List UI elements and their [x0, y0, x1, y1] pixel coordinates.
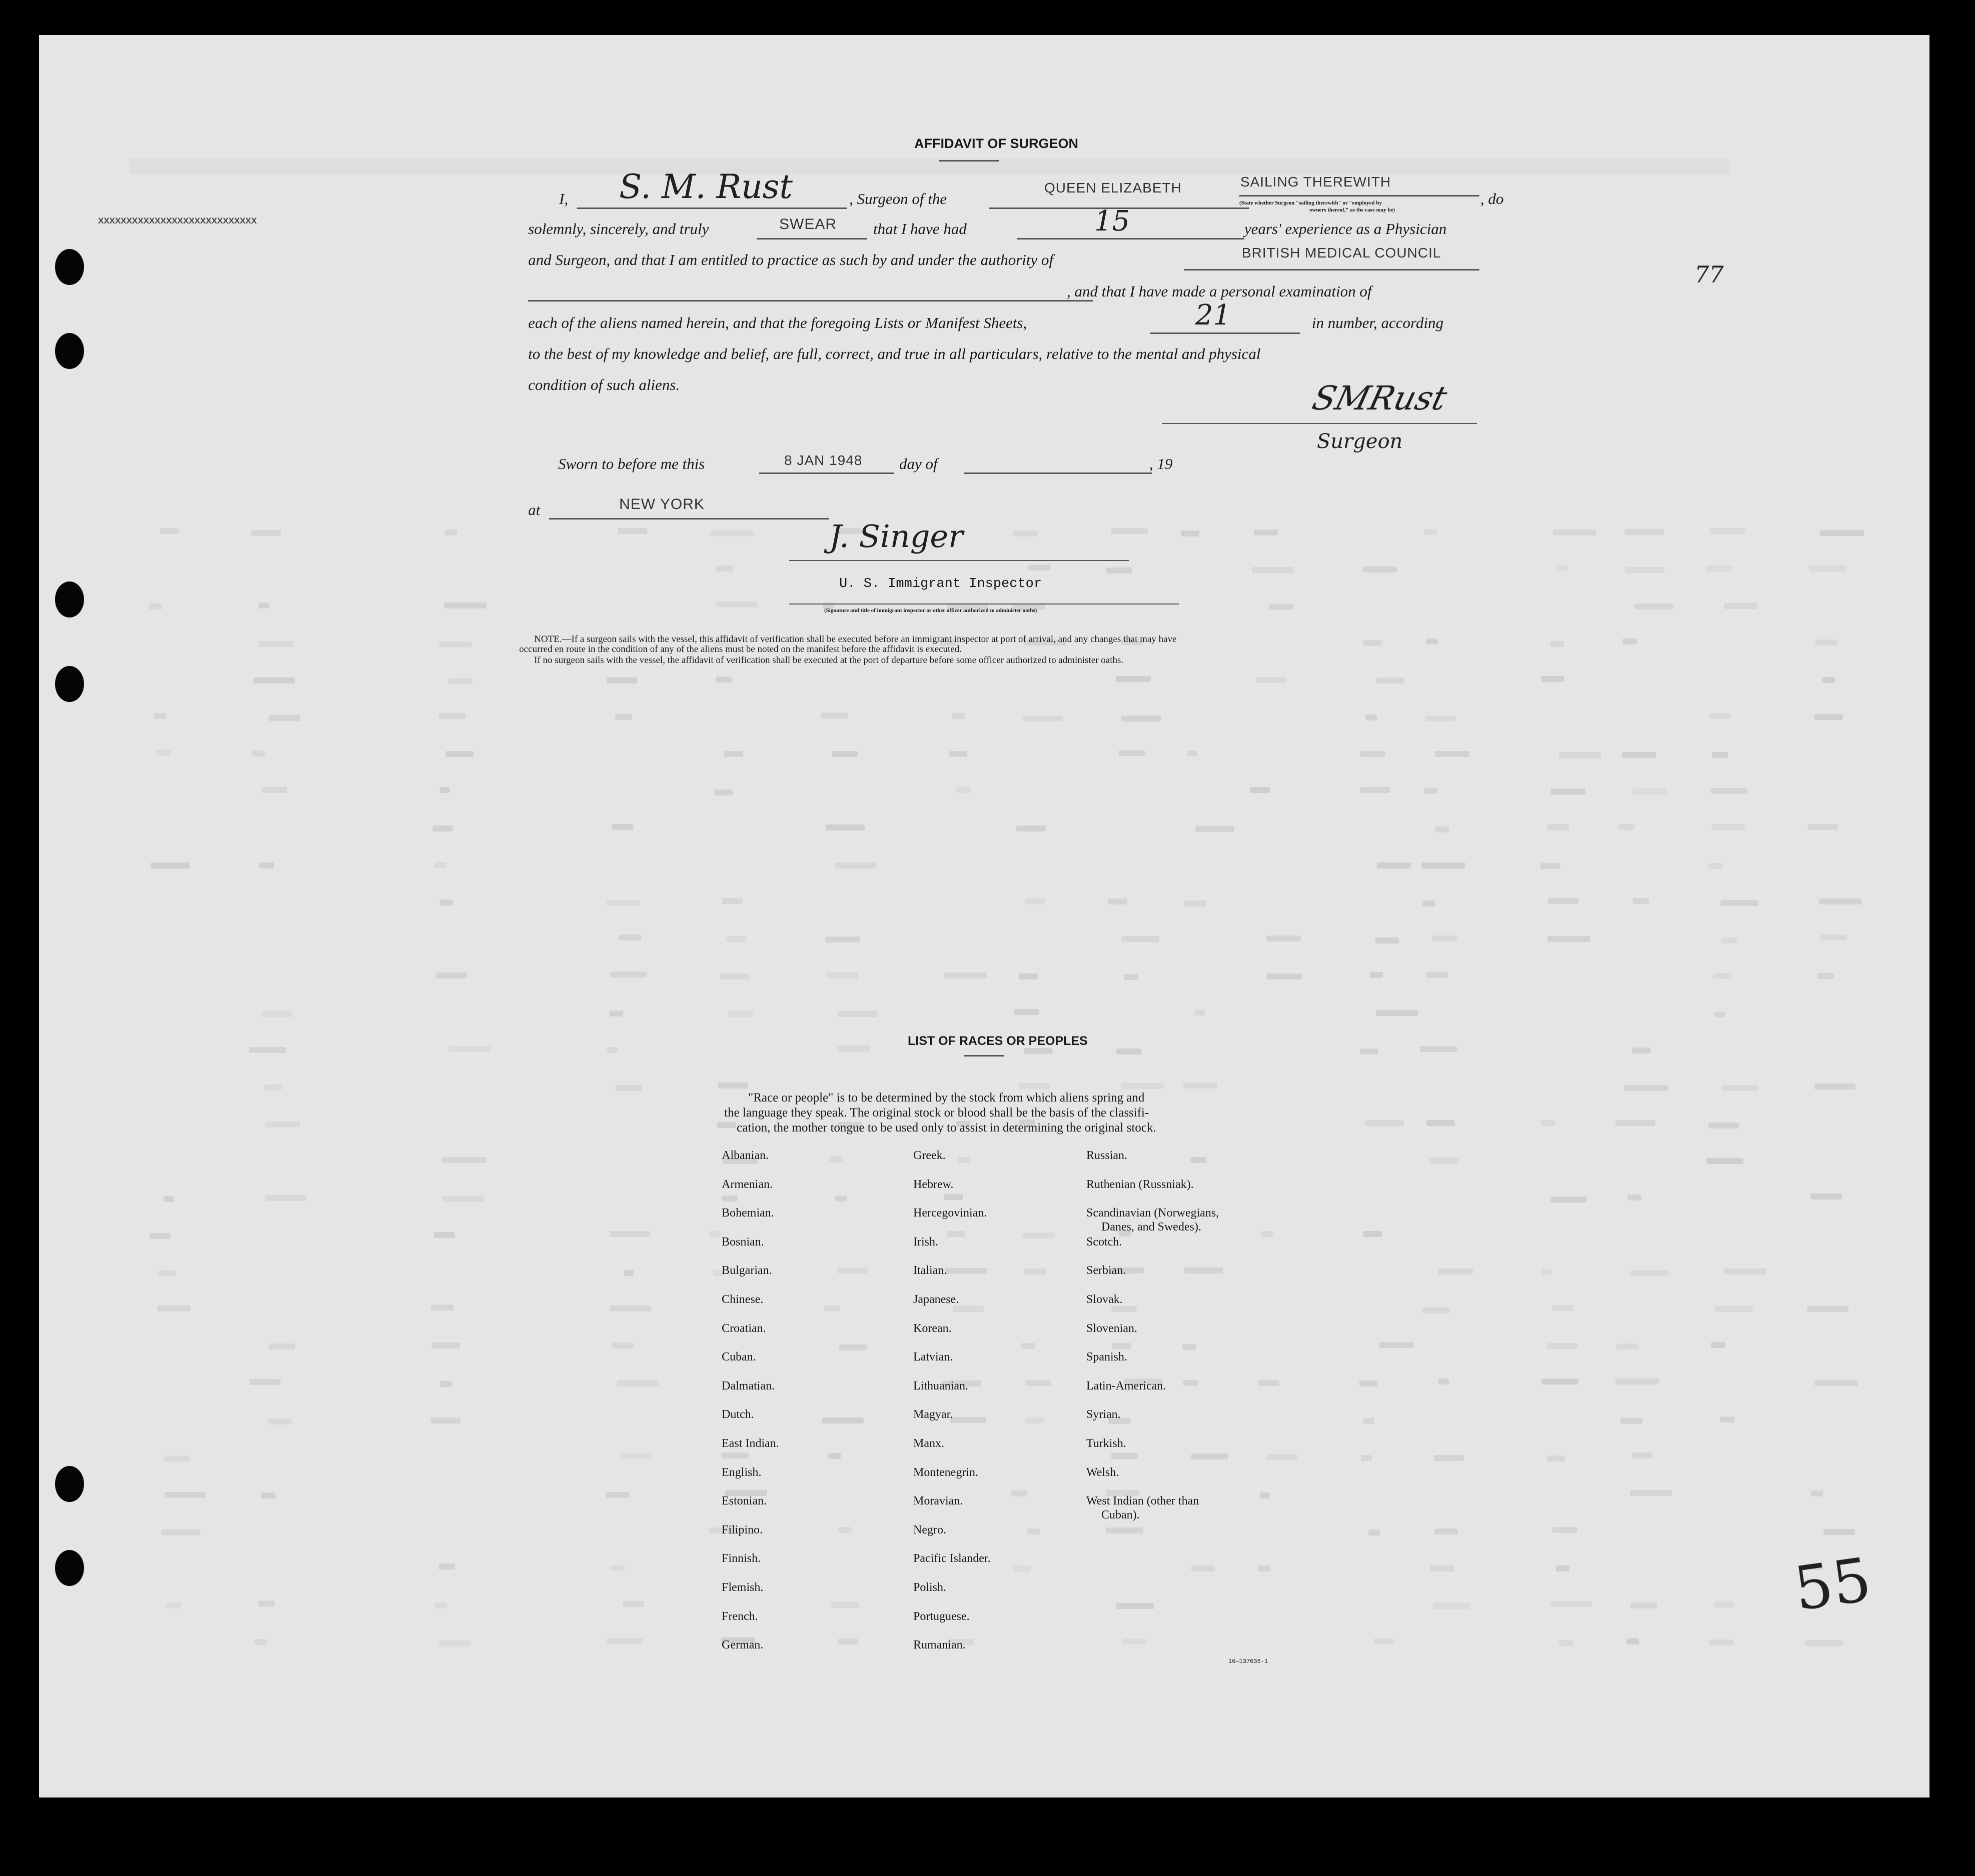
- race-item: Bosnian.: [722, 1236, 764, 1248]
- race-item: Dutch.: [722, 1408, 754, 1421]
- ship-name: QUEEN ELIZABETH: [1044, 180, 1182, 196]
- status-hint-2: owners thereof," as the case may be): [1309, 207, 1395, 213]
- race-item: Serbian.: [1086, 1264, 1126, 1277]
- note-line3: If no surgeon sails with the vessel, the affidavit of verification shall be executed at the port of departure before some officer authorized to administer oaths.: [534, 655, 1124, 666]
- line2-text3: years' experience as a Physician: [1244, 220, 1447, 238]
- race-item: English.: [722, 1466, 762, 1479]
- race-item: Irish.: [913, 1236, 938, 1248]
- status-hint-1: (State whether Surgeon "sailing therewith" or "employed by: [1239, 200, 1382, 206]
- line1-text1: , Surgeon of the: [849, 190, 947, 208]
- race-item: Flemish.: [722, 1581, 764, 1594]
- race-item: Albanian.: [722, 1149, 769, 1162]
- inspector-hint: (Signature and title of immigrant inspector or other officer authorized to administer oaths): [824, 608, 1037, 614]
- title-underline: [939, 160, 999, 162]
- race-item: Lithuanian.: [913, 1380, 968, 1392]
- race-item: Montenegrin.: [913, 1466, 978, 1479]
- race-item: Italian.: [913, 1264, 947, 1277]
- race-item: Bulgarian.: [722, 1264, 772, 1277]
- place: NEW YORK: [619, 496, 705, 512]
- inspector-title: U. S. Immigrant Inspector: [839, 576, 1042, 592]
- race-item: Cuban).: [1101, 1508, 1140, 1522]
- sworn-text1: Sworn to before me this: [558, 455, 705, 472]
- sworn-date-underline: [759, 472, 894, 474]
- surgeon-signature: SMRust: [1308, 379, 1451, 418]
- race-item: Chinese.: [722, 1293, 764, 1306]
- race-item: Polish.: [913, 1581, 947, 1594]
- race-item: Croatian.: [722, 1322, 766, 1335]
- authority-continuation-underline: [528, 300, 1093, 302]
- sworn-text3: , 19: [1149, 455, 1173, 472]
- sheets-underline: [1150, 332, 1300, 334]
- race-item: Portuguese.: [913, 1610, 970, 1623]
- race-item: Pacific Islander.: [913, 1552, 991, 1565]
- inspector-signature-line: [789, 560, 1129, 561]
- race-item: Magyar.: [913, 1408, 953, 1421]
- race-item: Bohemian.: [722, 1206, 774, 1220]
- surgeon-title: Surgeon: [1317, 430, 1403, 453]
- race-item: Rumanian.: [913, 1638, 966, 1652]
- race-item: Negro.: [913, 1524, 946, 1536]
- manifest-page: [39, 35, 1929, 1798]
- race-item: Ruthenian (Russniak).: [1086, 1178, 1194, 1191]
- affidavit-title: AFFIDAVIT OF SURGEON: [914, 136, 1078, 151]
- race-item: Estonian.: [722, 1494, 767, 1508]
- oath: SWEAR: [779, 216, 837, 232]
- race-item: French.: [722, 1610, 758, 1623]
- sworn-date: 8 JAN 1948: [784, 452, 863, 468]
- races-title: LIST OF RACES OR PEOPLES: [908, 1034, 1088, 1048]
- oath-underline: [757, 238, 867, 240]
- surgeon-name-underline: [577, 208, 847, 209]
- race-item: Greek.: [913, 1149, 946, 1162]
- race-item: Spanish.: [1086, 1350, 1128, 1364]
- race-item: Filipino.: [722, 1524, 763, 1536]
- surgeon-name: S. M. Rust: [619, 168, 793, 206]
- line4-text1: , and that I have made a personal examination of: [1067, 282, 1372, 300]
- years: 15: [1094, 205, 1130, 238]
- sailing-status-underline: [1239, 195, 1479, 196]
- line1-prefix: I,: [559, 190, 569, 208]
- note-line2: occurred en route in the condition of any of the aliens must be noted on the manifest before the affidavit is executed.: [519, 644, 962, 654]
- race-item: Moravian.: [913, 1494, 963, 1508]
- authority-underline: [1184, 269, 1479, 270]
- line5-text1: each of the aliens named herein, and that the foregoing Lists or Manifest Sheets,: [528, 314, 1027, 332]
- race-item: Hercegovinian.: [913, 1206, 987, 1220]
- race-item: Slovenian.: [1086, 1322, 1137, 1335]
- note-line1: NOTE.—If a surgeon sails with the vessel, this affidavit of verification shall be executed before an immigrant inspector at port of arrival, and any changes that may have: [534, 634, 1177, 644]
- races-intro-2: the language they speak. The original stock or blood shall be the basis of the classifi-: [724, 1106, 1149, 1120]
- sheets-count: 21: [1195, 299, 1231, 332]
- race-item: East Indian.: [722, 1437, 779, 1450]
- line3-text1: and Surgeon, and that I am entitled to practice as such by and under the authority of: [528, 251, 1054, 268]
- at-label: at: [528, 501, 541, 518]
- line5-text2: in number, according: [1312, 314, 1444, 332]
- race-item: West Indian (other than: [1086, 1494, 1199, 1508]
- race-item: Turkish.: [1086, 1437, 1126, 1450]
- races-intro-3: cation, the mother tongue to be used only to assist in determining the original stock.: [737, 1121, 1156, 1134]
- race-item: Hebrew.: [913, 1178, 954, 1191]
- line2-text2: that I have had: [873, 220, 967, 238]
- race-item: Japanese.: [913, 1293, 959, 1306]
- surgeon-signature-line: [1162, 423, 1477, 424]
- form-code: 16—137036-1: [1228, 1658, 1268, 1665]
- race-item: Finnish.: [722, 1552, 761, 1565]
- line6: to the best of my knowledge and belief, are full, correct, and true in all particulars, relative to the mental and physical: [528, 345, 1261, 362]
- bleed-through-texture: [39, 35, 1929, 1798]
- race-item: Russian.: [1086, 1149, 1128, 1162]
- race-item: Korean.: [913, 1322, 952, 1335]
- authority: BRITISH MEDICAL COUNCIL: [1242, 245, 1441, 260]
- race-item: Syrian.: [1086, 1408, 1121, 1421]
- race-item: Manx.: [913, 1437, 944, 1450]
- race-item: Slovak.: [1086, 1293, 1123, 1306]
- page-number: 77: [1694, 261, 1724, 288]
- margin-number: 55: [1790, 1545, 1875, 1624]
- line1-text2: , do: [1480, 190, 1504, 208]
- race-item: Latvian.: [913, 1350, 953, 1364]
- years-underline: [1017, 238, 1244, 240]
- inspector-signature: J. Singer: [829, 518, 963, 554]
- race-item: German.: [722, 1638, 764, 1652]
- sailing-status: SAILING THEREWITH: [1240, 174, 1391, 190]
- line2-text1: solemnly, sincerely, and truly: [528, 220, 709, 238]
- race-item: Latin-American.: [1086, 1380, 1166, 1392]
- race-item: Danes, and Swedes).: [1101, 1220, 1201, 1234]
- race-item: Cuban.: [722, 1350, 756, 1364]
- races-intro-1: "Race or people" is to be determined by the stock from which aliens spring and: [748, 1091, 1145, 1104]
- sworn-text2: day of: [899, 455, 938, 472]
- race-item: Armenian.: [722, 1178, 773, 1191]
- place-underline: [549, 518, 829, 520]
- race-item: Scotch.: [1086, 1236, 1122, 1248]
- sworn-month-underline: [964, 472, 1152, 474]
- race-item: Scandinavian (Norwegians,: [1086, 1206, 1219, 1220]
- race-item: Welsh.: [1086, 1466, 1119, 1479]
- form-strip: XXXXXXXXXXXXXXXXXXXXXXXXXXXX: [98, 216, 257, 226]
- races-title-underline: [964, 1055, 1004, 1056]
- race-item: Dalmatian.: [722, 1380, 775, 1392]
- line7: condition of such aliens.: [528, 376, 680, 394]
